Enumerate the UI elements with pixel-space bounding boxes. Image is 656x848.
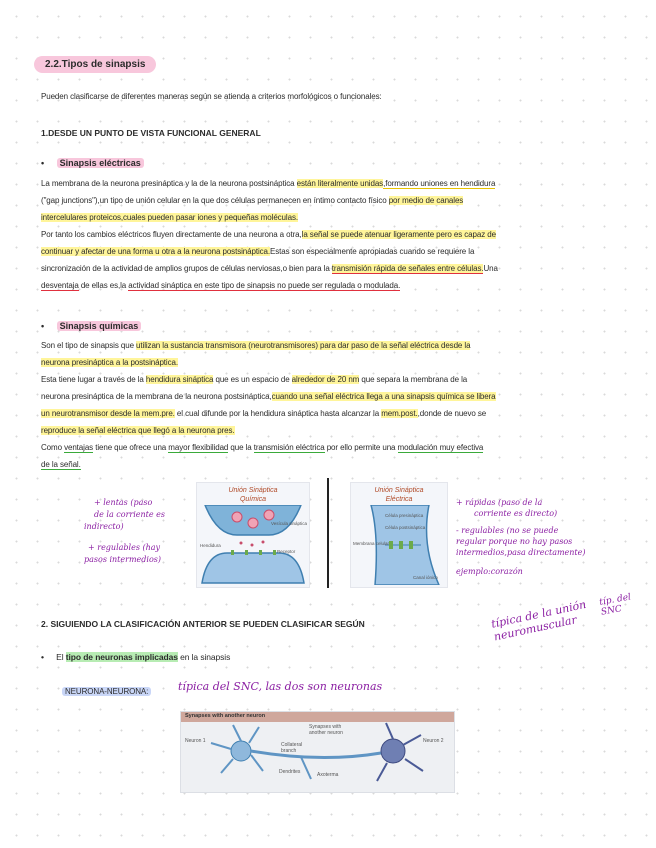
chemical-line-4: neurona presináptica de la membrana de la neurona postsináptica,cuando una señal eléctrica llega a una sinapsis química se libera [41, 392, 496, 401]
chemical-paragraph [41, 337, 631, 473]
label-collateral: Collateral branch [281, 742, 303, 754]
heading-classification: 2. SIGUIENDO LA CLASIFICACIÓN ANTERIOR SE PUEDEN CLASIFICAR SEGÚN [41, 619, 365, 629]
figure-electrical-synapse [350, 482, 448, 588]
fig-label: Receptor [277, 549, 296, 554]
neuron-neuron-label: NEURONA-NEURONA: [62, 683, 151, 700]
figure-electrical-title: Unión Sináptica Eléctrica [374, 487, 424, 503]
note-line: + regulables (hay [88, 543, 161, 552]
side-note-snc: típ. del SNC [598, 592, 632, 618]
note-line: corriente es directo) [474, 509, 558, 518]
notes-electrical [456, 497, 636, 577]
note-line: + lentas (paso [94, 498, 153, 507]
bullet-neuron-types: • El tipo de neuronas implicadas en la sinapsis [41, 652, 231, 662]
figure-chemical-synapse [196, 482, 310, 588]
heading-functional: 1.DESDE UN PUNTO DE VISTA FUNCIONAL GENERAL [41, 128, 261, 138]
chemical-title: Sinapsis químicas [57, 321, 142, 331]
electrical-paragraph [41, 175, 631, 294]
fig-label: Membrana celular [353, 541, 390, 546]
fig-label: Canal iónico [413, 575, 438, 580]
bullet-dot: • [41, 652, 44, 662]
electrical-line-6: sincronización de la actividad de amplios grupos de células nerviosas,o bien para la transmisión rápida de señales entre células.Una [41, 264, 498, 273]
electrical-line-2: ("gap junctions"),un tipo de unión celular en la que dos células permanecen en íntimo contacto físico por medio de canales [41, 196, 464, 205]
fig-label: Célula presináptica [385, 513, 424, 518]
chemical-line-3: Esta tiene lugar a través de la hendidura sináptica que es un espacio de alrededor de 20 nm que separa la membrana de la [41, 375, 468, 384]
chemical-line-7: Como ventajas tiene que ofrece una mayor flexibilidad que la transmisión eléctrica por ello permite una modulación muy efectiva [41, 443, 484, 452]
chemical-line-6: reproduce la señal eléctrica que llegó a la neurona pres. [41, 426, 235, 435]
bullet-dot: • [41, 158, 45, 168]
chemical-line-5: un neurotransmisor desde la mem.pre. el cual difunde por la hendidura sináptica hasta alcanzar la mem.post.,donde de nuevo se [41, 409, 487, 418]
section-title: 2.2.Tipos de sinapsis [34, 56, 156, 73]
electrical-line-3: intercelulares proteicos,cuales pueden pasar iones y pequeñas moléculas. [41, 213, 298, 222]
neuron-types-highlight: tipo de neuronas implicadas [65, 652, 178, 662]
intro-text: Pueden clasificarse de diferentes maneras según se atienda a criterios morfológicos o funcionales: [41, 92, 382, 101]
chemical-line-2: neurona presináptica a la postsináptica. [41, 358, 178, 367]
notes-chemical [84, 497, 194, 566]
note-line: + rápidas (paso de la [456, 498, 543, 507]
note-line: intermedios,pasa directamente) [456, 548, 586, 557]
fig-label: Célula postsináptica [385, 525, 426, 530]
note-line: ejemplo:corazón [456, 567, 523, 576]
electrical-line-7: desventaja de ellas es,la actividad sináptica en este tipo de sinapsis no puede ser regulada o modulada. [41, 281, 401, 290]
note-line: de la corriente es [94, 510, 165, 519]
figure-neuron-synapse [180, 711, 455, 793]
label-axon: Axoterma [317, 772, 339, 778]
bullet-electrical [41, 158, 144, 168]
side-note-neuromuscular: típica de la unión neuromuscular [490, 597, 588, 644]
electrical-line-4: Por tanto los cambios eléctricos fluyen directamente de una neurona a otra,la señal se puede atenuar ligeramente pero es capaz de [41, 230, 496, 239]
electrical-line-1: La membrana de la neurona presináptica y la de la neurona postsináptica están literalmente unidas,formando uniones en hendidura [41, 179, 496, 188]
figure-neuron-title: Synapses with another neuron [181, 712, 454, 722]
label-synapses: Synapses with another neuron [309, 724, 343, 736]
note-line: indirecto) [84, 522, 124, 531]
bullet-dot: • [41, 321, 45, 331]
fig-label: Vesícula sináptica [271, 521, 308, 526]
figure-chemical-title: Unión Sináptica Química [228, 487, 278, 503]
electrical-line-5: continuar y afectar de una forma u otra a la neurona postsináptica.Estas son especialmente apropiadas cuando se requiere la [41, 247, 475, 256]
chemical-line-1: Son el tipo de sinapsis que utilizan la sustancia transmisora (neurotransmisores) para dar paso de la señal eléctrica desde la [41, 341, 471, 350]
note-line: - regulables (no se puede [456, 526, 559, 535]
fig-label: Hendidura [200, 543, 221, 548]
electrical-title: Sinapsis eléctricas [57, 158, 144, 168]
chemical-line-8: de la señal. [41, 460, 81, 469]
note-line: regular porque no hay pasos [456, 537, 573, 546]
note-line: pasos intermedios) [84, 555, 161, 564]
figure-divider [327, 478, 329, 588]
label-dendrites: Dendrites [279, 769, 301, 775]
bullet-chemical [41, 321, 141, 331]
neuron-neuron-note: típica del SNC, las dos son neuronas [178, 680, 383, 693]
label-neuron1: Neuron 1 [185, 738, 206, 744]
label-neuron2: Neuron 2 [423, 738, 444, 744]
